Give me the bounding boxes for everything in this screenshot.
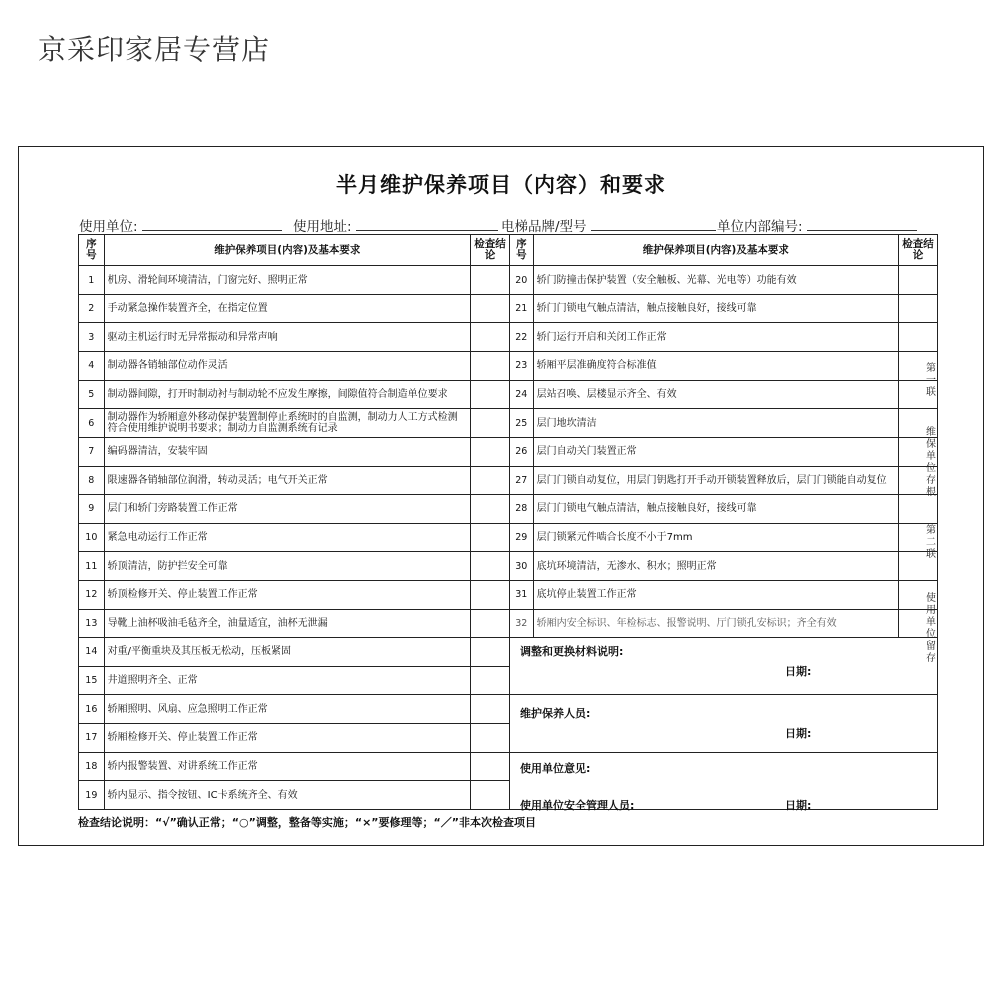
item-number: 1: [79, 266, 105, 295]
item-description: 驱动主机运行时无异常振动和异常声响: [104, 323, 470, 352]
table-row: [79, 466, 938, 495]
item-number: 21: [510, 294, 534, 323]
field-brand: [501, 215, 716, 235]
items-table: [78, 234, 938, 810]
result-cell[interactable]: [471, 552, 510, 581]
item-number: 7: [79, 437, 105, 466]
item-description: 底坑环境清洁，无渗水、积水；照明正常: [533, 552, 898, 581]
item-description: 轿内报警装置、对讲系统工作正常: [104, 752, 470, 781]
legend-note: 检查结论说明：“√”确认正常；“○”调整，整备等实施；“×”要修理等；“／”非本次检查项目: [78, 816, 536, 829]
header-result: 检查结论: [898, 235, 937, 266]
field-internal-no: [717, 215, 917, 235]
item-number: 25: [510, 409, 534, 438]
table-row: [79, 294, 938, 323]
item-description: 轿门运行开启和关闭工作正常: [533, 323, 898, 352]
item-description: 轿顶清洁，防护拦安全可靠: [104, 552, 470, 581]
item-description: 层站召唤、层楼显示齐全、有效: [533, 380, 898, 409]
item-number: 8: [79, 466, 105, 495]
result-cell[interactable]: [471, 638, 510, 667]
item-number: 19: [79, 781, 105, 810]
table-header: [79, 235, 938, 266]
item-number: 4: [79, 352, 105, 381]
item-description: 制动器作为轿厢意外移动保护装置制停止系统时的自监测，制动力人工方式检测符合使用维护说明书要求；制动力自监测系统有记录: [104, 409, 470, 438]
shop-name: 京采印家居专营店: [38, 33, 271, 66]
item-description: 轿内显示、指令按钮、IC卡系统齐全、有效: [104, 781, 470, 810]
result-cell[interactable]: [471, 437, 510, 466]
item-description: 轿厢平层准确度符合标准值: [533, 352, 898, 381]
field-internal-no-label: 单位内部编号:: [717, 219, 803, 235]
item-number: 30: [510, 552, 534, 581]
table-row: [79, 609, 938, 638]
maintainer-label: 维护保养人员:: [520, 707, 591, 721]
maintenance-form: [18, 146, 984, 846]
item-number: 14: [79, 638, 105, 667]
result-cell[interactable]: [471, 781, 510, 810]
adjust-notes-label: 调整和更换材料说明:: [520, 645, 624, 659]
item-description: 层门自动关门装置正常: [533, 437, 898, 466]
item-number: 22: [510, 323, 534, 352]
item-number: 15: [79, 666, 105, 695]
item-description: 制动器间隙，打开时制动衬与制动轮不应发生摩擦，间隙值符合制造单位要求: [104, 380, 470, 409]
table-row: [79, 437, 938, 466]
result-cell[interactable]: [471, 523, 510, 552]
item-number: 32: [510, 609, 534, 638]
table-row: [79, 495, 938, 524]
item-description: 井道照明齐全、正常: [104, 666, 470, 695]
item-number: 27: [510, 466, 534, 495]
date-label: 日期:: [785, 727, 812, 741]
date-label: 日期:: [785, 665, 812, 679]
table-row: [79, 323, 938, 352]
date-label: 日期:: [785, 798, 812, 812]
table-row: [79, 552, 938, 581]
item-description: 限速器各销轴部位润滑，转动灵活；电气开关正常: [104, 466, 470, 495]
header-seq: 序号: [79, 235, 105, 266]
item-description: 底坑停止装置工作正常: [533, 580, 898, 609]
item-number: 20: [510, 266, 534, 295]
result-cell[interactable]: [471, 666, 510, 695]
item-description: 层门门锁电气触点清洁，触点接触良好，接线可靠: [533, 495, 898, 524]
opinion-label: 使用单位意见:: [520, 761, 591, 775]
header-item: 维护保养项目(内容)及基本要求: [533, 235, 898, 266]
field-address: [293, 215, 498, 235]
result-cell[interactable]: [471, 323, 510, 352]
opinion-box[interactable]: [510, 752, 938, 812]
item-description: 轿门门锁电气触点清洁，触点接触良好，接线可靠: [533, 294, 898, 323]
table-row: [79, 695, 938, 724]
result-cell[interactable]: [471, 409, 510, 438]
item-description: 轿厢内安全标识、年检标志、报警说明、厅门锁孔安标识；齐全有效: [533, 609, 898, 638]
item-description: 层门锁紧元件啮合长度不小于7mm: [533, 523, 898, 552]
field-address-label: 使用地址:: [293, 219, 352, 235]
result-cell[interactable]: [471, 695, 510, 724]
side-label-second-desc: 使用单位留存: [926, 593, 936, 664]
result-cell[interactable]: [471, 495, 510, 524]
table-row: [79, 580, 938, 609]
result-cell[interactable]: [471, 723, 510, 752]
table-row: [79, 409, 938, 438]
item-description: 手动紧急操作装置齐全，在指定位置: [104, 294, 470, 323]
item-number: 12: [79, 580, 105, 609]
item-description: 紧急电动运行工作正常: [104, 523, 470, 552]
item-description: 轿厢检修开关、停止装置工作正常: [104, 723, 470, 752]
item-number: 6: [79, 409, 105, 438]
item-number: 2: [79, 294, 105, 323]
item-description: 轿顶检修开关、停止装置工作正常: [104, 580, 470, 609]
table-row: [79, 380, 938, 409]
item-description: 编码器清洁，安装牢固: [104, 437, 470, 466]
item-number: 3: [79, 323, 105, 352]
item-number: 10: [79, 523, 105, 552]
result-cell[interactable]: [471, 609, 510, 638]
table-row: [79, 523, 938, 552]
result-cell[interactable]: [471, 380, 510, 409]
item-number: 29: [510, 523, 534, 552]
item-number: 28: [510, 495, 534, 524]
item-number: 9: [79, 495, 105, 524]
side-label-first-desc: 维保单位存根: [926, 427, 936, 498]
item-description: 机房、滑轮间环境清洁，门窗完好、照明正常: [104, 266, 470, 295]
form-title: 半月维护保养项目（内容）和要求: [336, 172, 666, 197]
item-number: 16: [79, 695, 105, 724]
result-cell[interactable]: [898, 266, 937, 295]
header-seq: 序号: [510, 235, 534, 266]
item-number: 26: [510, 437, 534, 466]
item-number: 17: [79, 723, 105, 752]
result-cell[interactable]: [471, 752, 510, 781]
result-cell[interactable]: [471, 352, 510, 381]
maintainer-box[interactable]: [510, 695, 938, 752]
item-number: 5: [79, 380, 105, 409]
item-description: 导靴上油杯吸油毛毡齐全，油量适宜，油杯无泄漏: [104, 609, 470, 638]
header-result: 检查结论: [471, 235, 510, 266]
result-cell[interactable]: [898, 323, 937, 352]
item-description: 层门和轿门旁路装置工作正常: [104, 495, 470, 524]
result-cell[interactable]: [471, 466, 510, 495]
table-row: [79, 352, 938, 381]
item-description: 对重/平衡重块及其压板无松动，压板紧固: [104, 638, 470, 667]
item-number: 11: [79, 552, 105, 581]
adjust-notes-box[interactable]: [510, 638, 938, 695]
safety-manager-label: 使用单位安全管理人员:: [520, 798, 635, 812]
item-number: 23: [510, 352, 534, 381]
side-label-first: 第一联: [926, 363, 936, 398]
table-row: [79, 752, 938, 781]
item-description: 层门地坎清洁: [533, 409, 898, 438]
field-unit-label: 使用单位:: [79, 219, 138, 235]
field-unit: [79, 215, 282, 235]
item-number: 13: [79, 609, 105, 638]
item-description: 制动器各销轴部位动作灵活: [104, 352, 470, 381]
field-brand-label: 电梯品牌/型号: [501, 219, 587, 235]
item-description: 轿厢照明、风扇、应急照明工作正常: [104, 695, 470, 724]
item-description: 轿门防撞击保护装置（安全触板、光幕、光电等）功能有效: [533, 266, 898, 295]
table-row: [79, 638, 938, 667]
item-number: 31: [510, 580, 534, 609]
header-item: 维护保养项目(内容)及基本要求: [104, 235, 470, 266]
item-description: 层门门锁自动复位，用层门钥匙打开手动开锁装置释放后，层门门锁能自动复位: [533, 466, 898, 495]
result-cell[interactable]: [898, 294, 937, 323]
result-cell[interactable]: [471, 580, 510, 609]
side-label-second: 第二联: [926, 525, 936, 560]
result-cell[interactable]: [471, 266, 510, 295]
table-row: [79, 266, 938, 295]
item-number: 24: [510, 380, 534, 409]
item-number: 18: [79, 752, 105, 781]
result-cell[interactable]: [471, 294, 510, 323]
